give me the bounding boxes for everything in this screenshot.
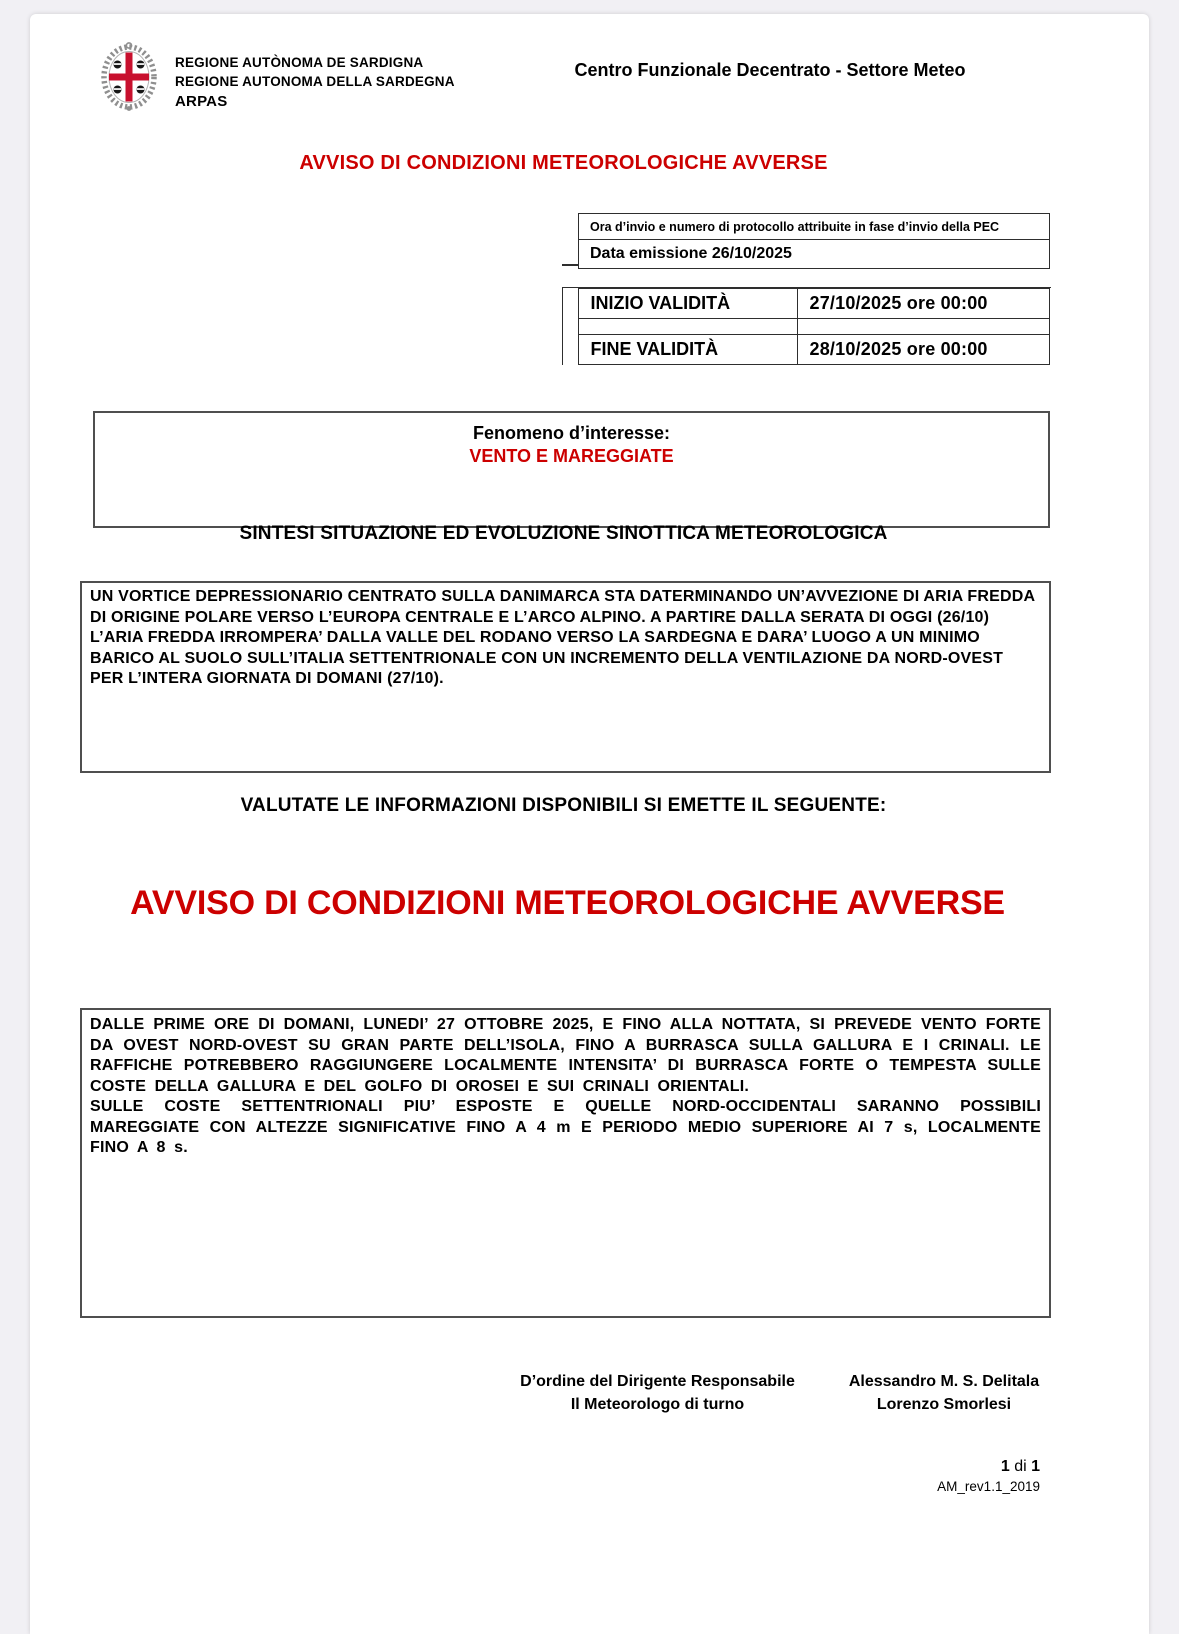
page-footer	[937, 1458, 1040, 1494]
sardinia-coat-of-arms-icon	[100, 42, 158, 117]
fine-validita-value: 28/10/2025 ore 00:00	[797, 335, 1049, 365]
signature-roles	[500, 1370, 815, 1416]
pec-note-cell: Ora d’invio e numero di protocollo attribuite in fase d’invio della PEC	[579, 214, 1050, 240]
protocol-table	[578, 213, 1050, 269]
org-name-line1: REGIONE AUTÒNOMA DE SARDIGNA	[175, 55, 424, 70]
revision-label: AM_rev1.1_2019	[937, 1479, 1040, 1494]
validity-table	[578, 288, 1050, 365]
avviso-paragraph-1: DALLE PRIME ORE DI DOMANI, LUNEDI’ 27 OTTOBRE 2025, E FINO ALLA NOTTATA, SI PREVEDE VENTO FORTE DA OVEST NORD-OVEST SU GRAN PARTE DELL’ISOLA, FINO A BURRASCA SULLA GALLURA E I CRINALI. LE RAFFICHE POTREBBERO RAGGIUNGERE LOCALMENTE INTENSITA’ DI BURRASCA FORTE O TEMPESTA SULLE COSTE DELLA GALLURA E DEL GOLFO DI OROSEI E SUI CRINALI ORIENTALI.	[90, 1016, 1041, 1095]
org-name-line2: REGIONE AUTONOMA DELLA SARDEGNA	[175, 74, 455, 89]
spacer-cell-left	[578, 319, 797, 335]
signature-role-line1: D’ordine del Dirigente Responsabile	[520, 1373, 795, 1390]
fenomeno-label: Fenomeno d’interesse:	[472, 423, 671, 443]
advisory-title-small: AVVISO DI CONDIZIONI METEOROLOGICHE AVVERSE	[299, 152, 828, 174]
page-number-separator: di	[1009, 1458, 1032, 1475]
emission-date-cell: Data emissione 26/10/2025	[579, 240, 1050, 269]
sintesi-box	[80, 581, 1051, 773]
document-page	[30, 14, 1149, 1634]
page-number-current: 1	[1000, 1458, 1010, 1475]
validity-table-wrap	[562, 287, 1051, 365]
inizio-validita-label: INIZIO VALIDITÀ	[578, 289, 797, 319]
avviso-paragraph-2: SULLE COSTE SETTENTRIONALI PIU’ ESPOSTE E QUELLE NORD-OCCIDENTALI SARANNO POSSIBILI MAREGGIATE CON ALTEZZE SIGNIFICATIVE FINO A 4 m E PERIODO MEDIO SUPERIORE AI 7 s, LOCALMENTE FINO A 8 s.	[90, 1098, 1041, 1156]
header-center-title: Centro Funzionale Decentrato - Settore Meteo	[574, 60, 966, 80]
fine-validita-label: FINE VALIDITÀ	[578, 335, 797, 365]
table-border-stub	[562, 264, 579, 266]
fenomeno-box	[93, 411, 1050, 528]
fine-validita-row	[578, 335, 1049, 365]
pec-note-row	[579, 214, 1050, 240]
sintesi-heading: SINTESI SITUAZIONE ED EVOLUZIONE SINOTTICA METEOROLOGICA	[239, 523, 888, 544]
page-number-total: 1	[1031, 1458, 1040, 1475]
validity-spacer-row	[578, 319, 1049, 335]
inizio-validita-value: 27/10/2025 ore 00:00	[797, 289, 1049, 319]
advisory-title-main: AVVISO DI CONDIZIONI METEOROLOGICHE AVVERSE	[130, 884, 1005, 922]
sintesi-body-text: UN VORTICE DEPRESSIONARIO CENTRATO SULLA DANIMARCA STA DATERMINANDO UN’AVVEZIONE DI ARIA FREDDA DI ORIGINE POLARE VERSO L’EUROPA CENTRALE E L’ARCO ALPINO. A PARTIRE DALLA SERATA DI OGGI (26/10) L’ARIA FREDDA IRROMPERA’ DALLA VALLE DEL RODANO VERSO LA SARDEGNA E DARA’ LUOGO A UN MINIMO BARICO AL SUOLO SULL’ITALIA SETTENTRIONALE CON UN INCREMENTO DELLA VENTILAZIONE DA NORD-OVEST PER L’INTERA GIORNATA DI DOMANI (27/10).	[90, 588, 1035, 687]
spacer-cell-right	[797, 319, 1049, 335]
org-name-arpas: ARPAS	[175, 93, 228, 110]
emission-date-row	[579, 240, 1050, 269]
valutate-line: VALUTATE LE INFORMAZIONI DISPONIBILI SI EMETTE IL SEGUENTE:	[240, 795, 887, 816]
header-org-block	[175, 53, 455, 113]
page-number	[937, 1458, 1040, 1476]
signature-name-line1: Alessandro M. S. Delitala	[848, 1373, 1040, 1390]
signature-role-line2: Il Meteorologo di turno	[570, 1396, 745, 1413]
inizio-validita-row	[578, 289, 1049, 319]
signature-name-line2: Lorenzo Smorlesi	[876, 1396, 1012, 1413]
signature-names	[828, 1370, 1060, 1416]
signature-block	[500, 1370, 1060, 1416]
avviso-box	[80, 1008, 1051, 1318]
fenomeno-value: VENTO E MAREGGIATE	[469, 446, 674, 466]
